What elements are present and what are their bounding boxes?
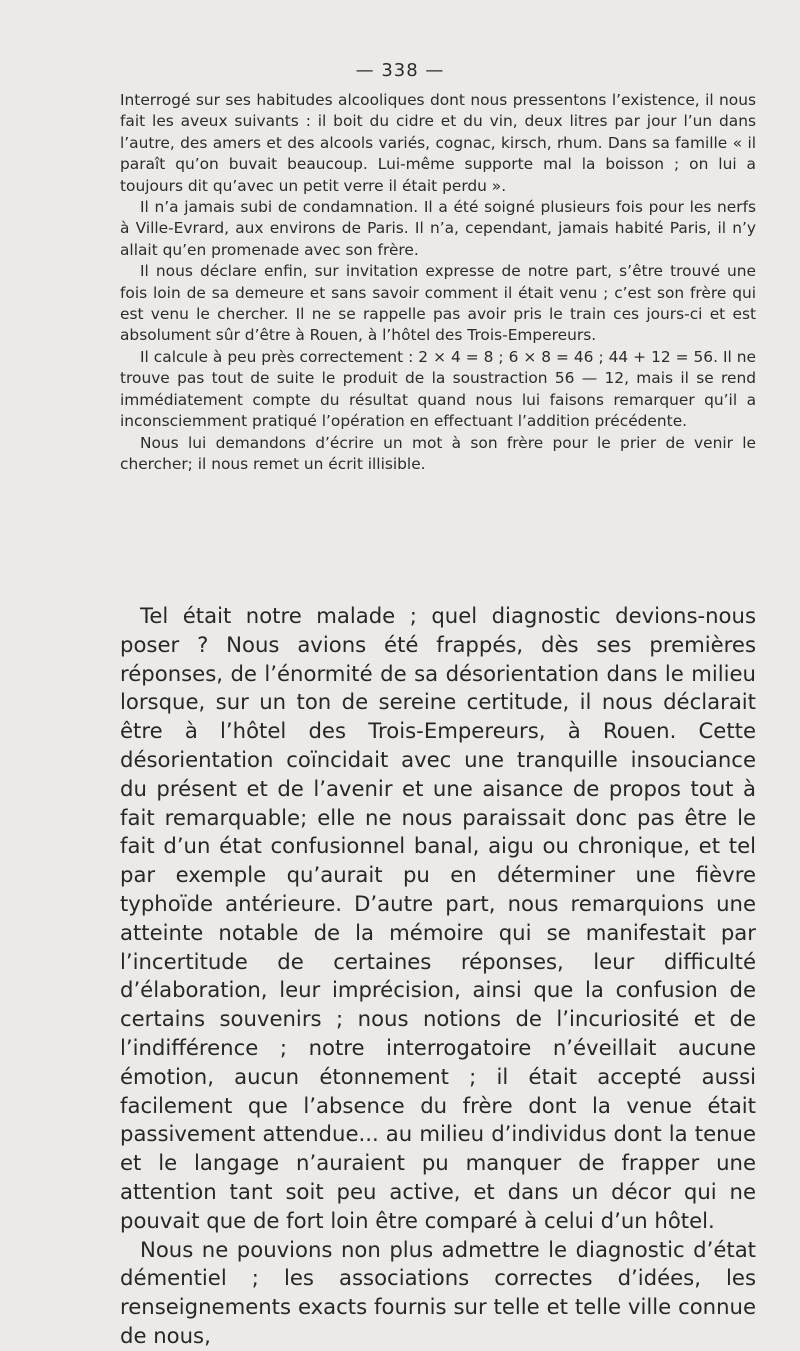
paragraph-writing: Nous lui demandons d’écrire un mot à son frère pour le prier de venir le chercher; il nous remet un écrit illisible.: [120, 433, 756, 473]
paragraph-calculation: Il calcule à peu près correctement : 2 × 4 = 8 ; 6 × 8 = 46 ; 44 + 12 = 56. Il ne trouve pas tout de suite le produit de la soustraction 56 — 12, mais il se rend immédiatement compte du résultat quand nous lui faisons remarquer qu’il a inconsciemment pratiqué l’opération en effectuant l’addition précédente.: [120, 347, 756, 431]
paragraph-alcohol-habits: Interrogé sur ses habitudes alcooliques dont nous pressentons l’existence, il nous fait les aveux suivants : il boit du cidre et du vin, deux litres par jour l’un dans l’autre, des amers et des alcools variés, cognac, kirsch, rhum. Dans sa famille « il paraît qu’on buvait beaucoup. Lui-même supporte mal la boisson ; on lui a toujours dit qu’avec un petit verre il était perdu ».: [120, 91, 756, 195]
paragraph-history: Il n’a jamais subi de condamnation. Il a été soigné plusieurs fois pour les nerfs à Ville-Evrard, aux environs de Paris. Il n’a, cependant, jamais habité Paris, il n’y allait qu’en promenade avec son frère.: [120, 198, 756, 259]
diagnosis-discussion-text: [120, 602, 756, 1351]
case-notes-text: [120, 90, 756, 475]
paragraph-orientation: Il nous déclare enfin, sur invitation expresse de notre part, s’être trouvé une fois loin de sa demeure et sans savoir comment il était venu ; c’est son frère qui est venu le chercher. Il ne se rappelle pas avoir pris le train ces jours-ci et est absolument sûr d’être à Rouen, à l’hôtel des Trois-Empereurs.: [120, 262, 756, 345]
paragraph-dementia: Nous ne pouvions non plus admettre le diagnostic d’état démentiel ; les associations correctes d’idées, les renseignements exacts fournis sur telle et telle ville connue de nous,: [120, 1236, 756, 1348]
page-number: — 338 —: [355, 60, 445, 81]
paragraph-diagnosis: Tel était notre malade ; quel diagnostic devions-nous poser ? Nous avions été frappés, dès ses premières réponses, de l’énormité de sa désorientation dans le milieu lorsque, sur un ton de sereine certitude, il nous déclarait être à l’hôtel des Trois-Empereurs, à Rouen. Cette désorientation coïncidait avec une tranquille insouciance du présent et de l’avenir et une aisance de propos tout à fait remarquable; elle ne nous paraissait donc pas être le fait d’un état confusionnel banal, aigu ou chronique, et tel par exemple qu’aurait pu en déterminer une fièvre typhoïde antérieure. D’autre part, nous remarquions une atteinte notable de la mémoire qui se manifestait par l’incertitude de certaines réponses, leur difficulté d’élaboration, leur imprécision, ainsi que la confusion de certains souvenirs ; nous notions de l’incuriosité et de l’indifférence ; notre interrogatoire n’éveillait aucune émotion, aucun étonnement ; il était accepté aussi facilement que l’absence du frère dont la venue était passivement attendue... au milieu d’individus dont la tenue et le langage n’auraient pu manquer de frapper une attention tant soit peu active, et dans un décor qui ne pouvait que de fort loin être comparé à celui d’un hôtel.: [120, 603, 756, 1233]
